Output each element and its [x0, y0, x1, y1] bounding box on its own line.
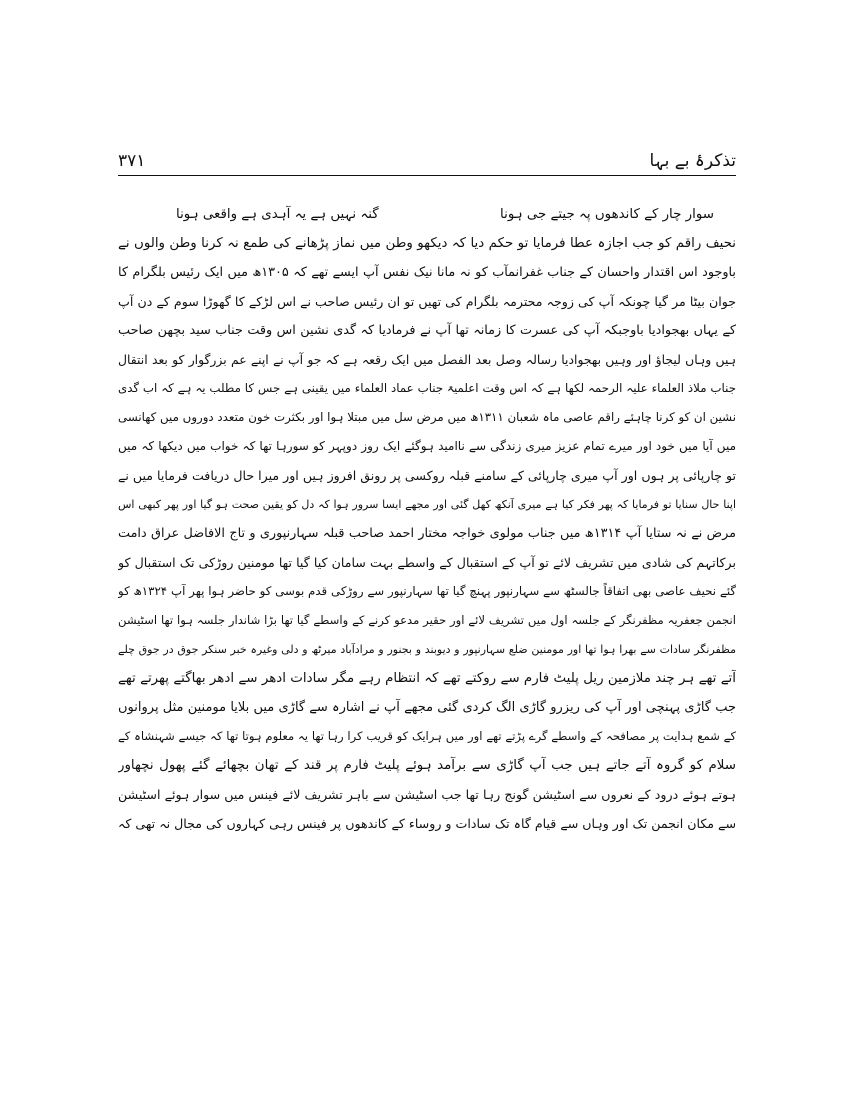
header-rule — [118, 175, 736, 176]
text-line: باوجود اس اقتدار واحسان کے جناب غفرانمآب کو نہ مانا نیک نفس آپ ایسے تھے کہ ۱۳۰۵ھ میں ایک رئیس بلگرام کا — [118, 265, 736, 280]
text-line: میں آیا میں خود اور میرے تمام عزیز میری زندگی سے ناامید ہوگئے ایک روز دوپہر کو سورہا تھا کہ خواب میں دیکھا کہ میں — [118, 439, 736, 453]
text-line: کے شمع ہدایت پر مصافحہ کے واسطے گرے پڑتے تھے اور میں ہرایک کو قریب کرا رہا تھا یہ معلوم ہوتا تھا کہ جیسے شہنشاہ کے — [118, 729, 736, 743]
verse-couplet — [118, 200, 736, 229]
text-line: گئے نحیف عاصی بھی اتفاقاً جالسٹھ سے سہارنپور پہنچ گیا تھا سہارنپور سے روڑکی قدم بوسی کو حاضر ہوا پھر آپ ۱۳۲۴ھ کو — [118, 584, 736, 598]
verse-second-hemistich: گنہ نہیں ہے یہ آہدی ہے واقعی ہونا — [176, 207, 379, 222]
body-text — [118, 200, 736, 838]
text-line: انجمن جعفریہ مظفرنگر کے جلسہ اول میں تشریف لائے اور حقیر مدعو کرنے کے واسطے گیا تھا بڑا شاندار جلسہ ہوا تھا اسٹیشن — [118, 613, 736, 627]
page-number: ۳۷۱ — [118, 151, 146, 171]
verse-first-hemistich: سوار چار کے کاندھوں پہ جیتے جی ہونا — [500, 207, 714, 222]
text-line: تو چارپائی پر ہوں اور آپ میری چارپائی کے سامنے قبلہ روکسی پر رونق افروز ہیں اور میرا حال دریافت فرمایا میں نے — [118, 468, 736, 483]
text-line: مرض نے نہ ستایا آپ ۱۳۱۴ھ میں جناب مولوی خواجہ مختار احمد صاحب قبلہ سہارنپوری و تاج الافاضل عراق دامت — [118, 526, 736, 541]
text-line: سلام کو گروہ آتے جاتے ہیں جب آپ گاڑی سے برآمد ہوئے پلیٹ فارم پر قند کے تھان بچھائے گئے پھول نچھاور — [118, 758, 736, 773]
text-line: جوان بیٹا مر گیا چونکہ آپ کی زوجہ محترمہ بلگرام کی تھیں تو ان رئیس صاحب نے اس لڑکے کا گھوڑا سوم کے دن آپ — [118, 294, 736, 309]
text-line: برکاتہم کی شادی میں تشریف لائے تو آپ کے استقبال کے واسطے بہت سامان کیا گیا تھا مومنین روڑکی تک استقبال کو — [118, 555, 736, 570]
text-line: ہیں وہاں لیجاؤ اور وہیں بھجوادیا رسالہ وصل بعد الفصل میں ایک رقعہ ہے کہ جو آپ نے اپنے عم بزرگوار کو بعد انتقال — [118, 352, 736, 367]
text-line: جناب ملاذ العلماء علیہ الرحمہ لکھا ہے کہ اس وقت اعلمیۃ جناب عماد العلماء میں یقینی ہے جس کا مطلب یہ ہے کہ اب گدی — [118, 381, 736, 395]
book-title: تذکرۂ بے بہا — [649, 151, 736, 171]
text-line: جب گاڑی پہنچی اور آپ کی ریزرو گاڑی الگ کردی گئی مجھے آپ نے اشارہ سے گاڑی میں بلایا مومنین مثل پروانوں — [118, 700, 736, 715]
text-line: ہوتے ہوئے درود کے نعروں سے اسٹیشن گونج رہا تھا جب اسٹیشن سے باہر تشریف لائے فینس میں سوار ہوئے اسٹیشن — [118, 787, 736, 802]
text-line: اپنا حال سنایا تو فرمایا کہ پھر فکر کیا ہے میری آنکھ کھل گئی اور مجھے ایسا سرور ہوا کہ دل کو یقین صحت ہو گیا اور پھر کبھی اس — [118, 498, 736, 511]
text-line: سے مکان انجمن تک اور وہاں سے قیام گاہ تک سادات و روساء کے کاندھوں پر فینس رہی کہاروں کی مجال نہ تھی کہ — [118, 816, 736, 831]
text-line: مظفرنگر سادات سے بھرا ہوا تھا اور مومنین ضلع سہارنپور و دیوبند و بجنور و مرادآباد میرٹھ و دلی وغیرہ خبر سنکر جوق در جوق چلے — [118, 643, 736, 656]
text-line: نشین ان کو کرنا چاہئے راقم عاصی ماہ شعبان ۱۳۱۱ھ میں مرض سل میں مبتلا ہوا اور بکثرت خون متعدد دوروں میں کھانسی — [118, 410, 736, 424]
text-line: آتے تھے ہر چند ملازمین ریل پلیٹ فارم سے روکتے تھے کہ انتظام رہے مگر سادات ادھر سے ادھر بھاگتے پھرتے تھے — [118, 671, 736, 686]
running-header — [118, 150, 736, 174]
text-line: نحیف راقم کو جب اجازہ عطا فرمایا تو حکم دیا کہ دیکھو وطن میں نماز پڑھانے کی طمع نہ کرنا وطن والوں نے — [118, 236, 736, 251]
text-line: کے یہاں بھجوادیا باوجبکہ آپ کی عسرت کا زمانہ تھا آپ نے فرمادیا کہ گدی نشین اس وقت جناب سید بچھن صاحب — [118, 323, 736, 338]
